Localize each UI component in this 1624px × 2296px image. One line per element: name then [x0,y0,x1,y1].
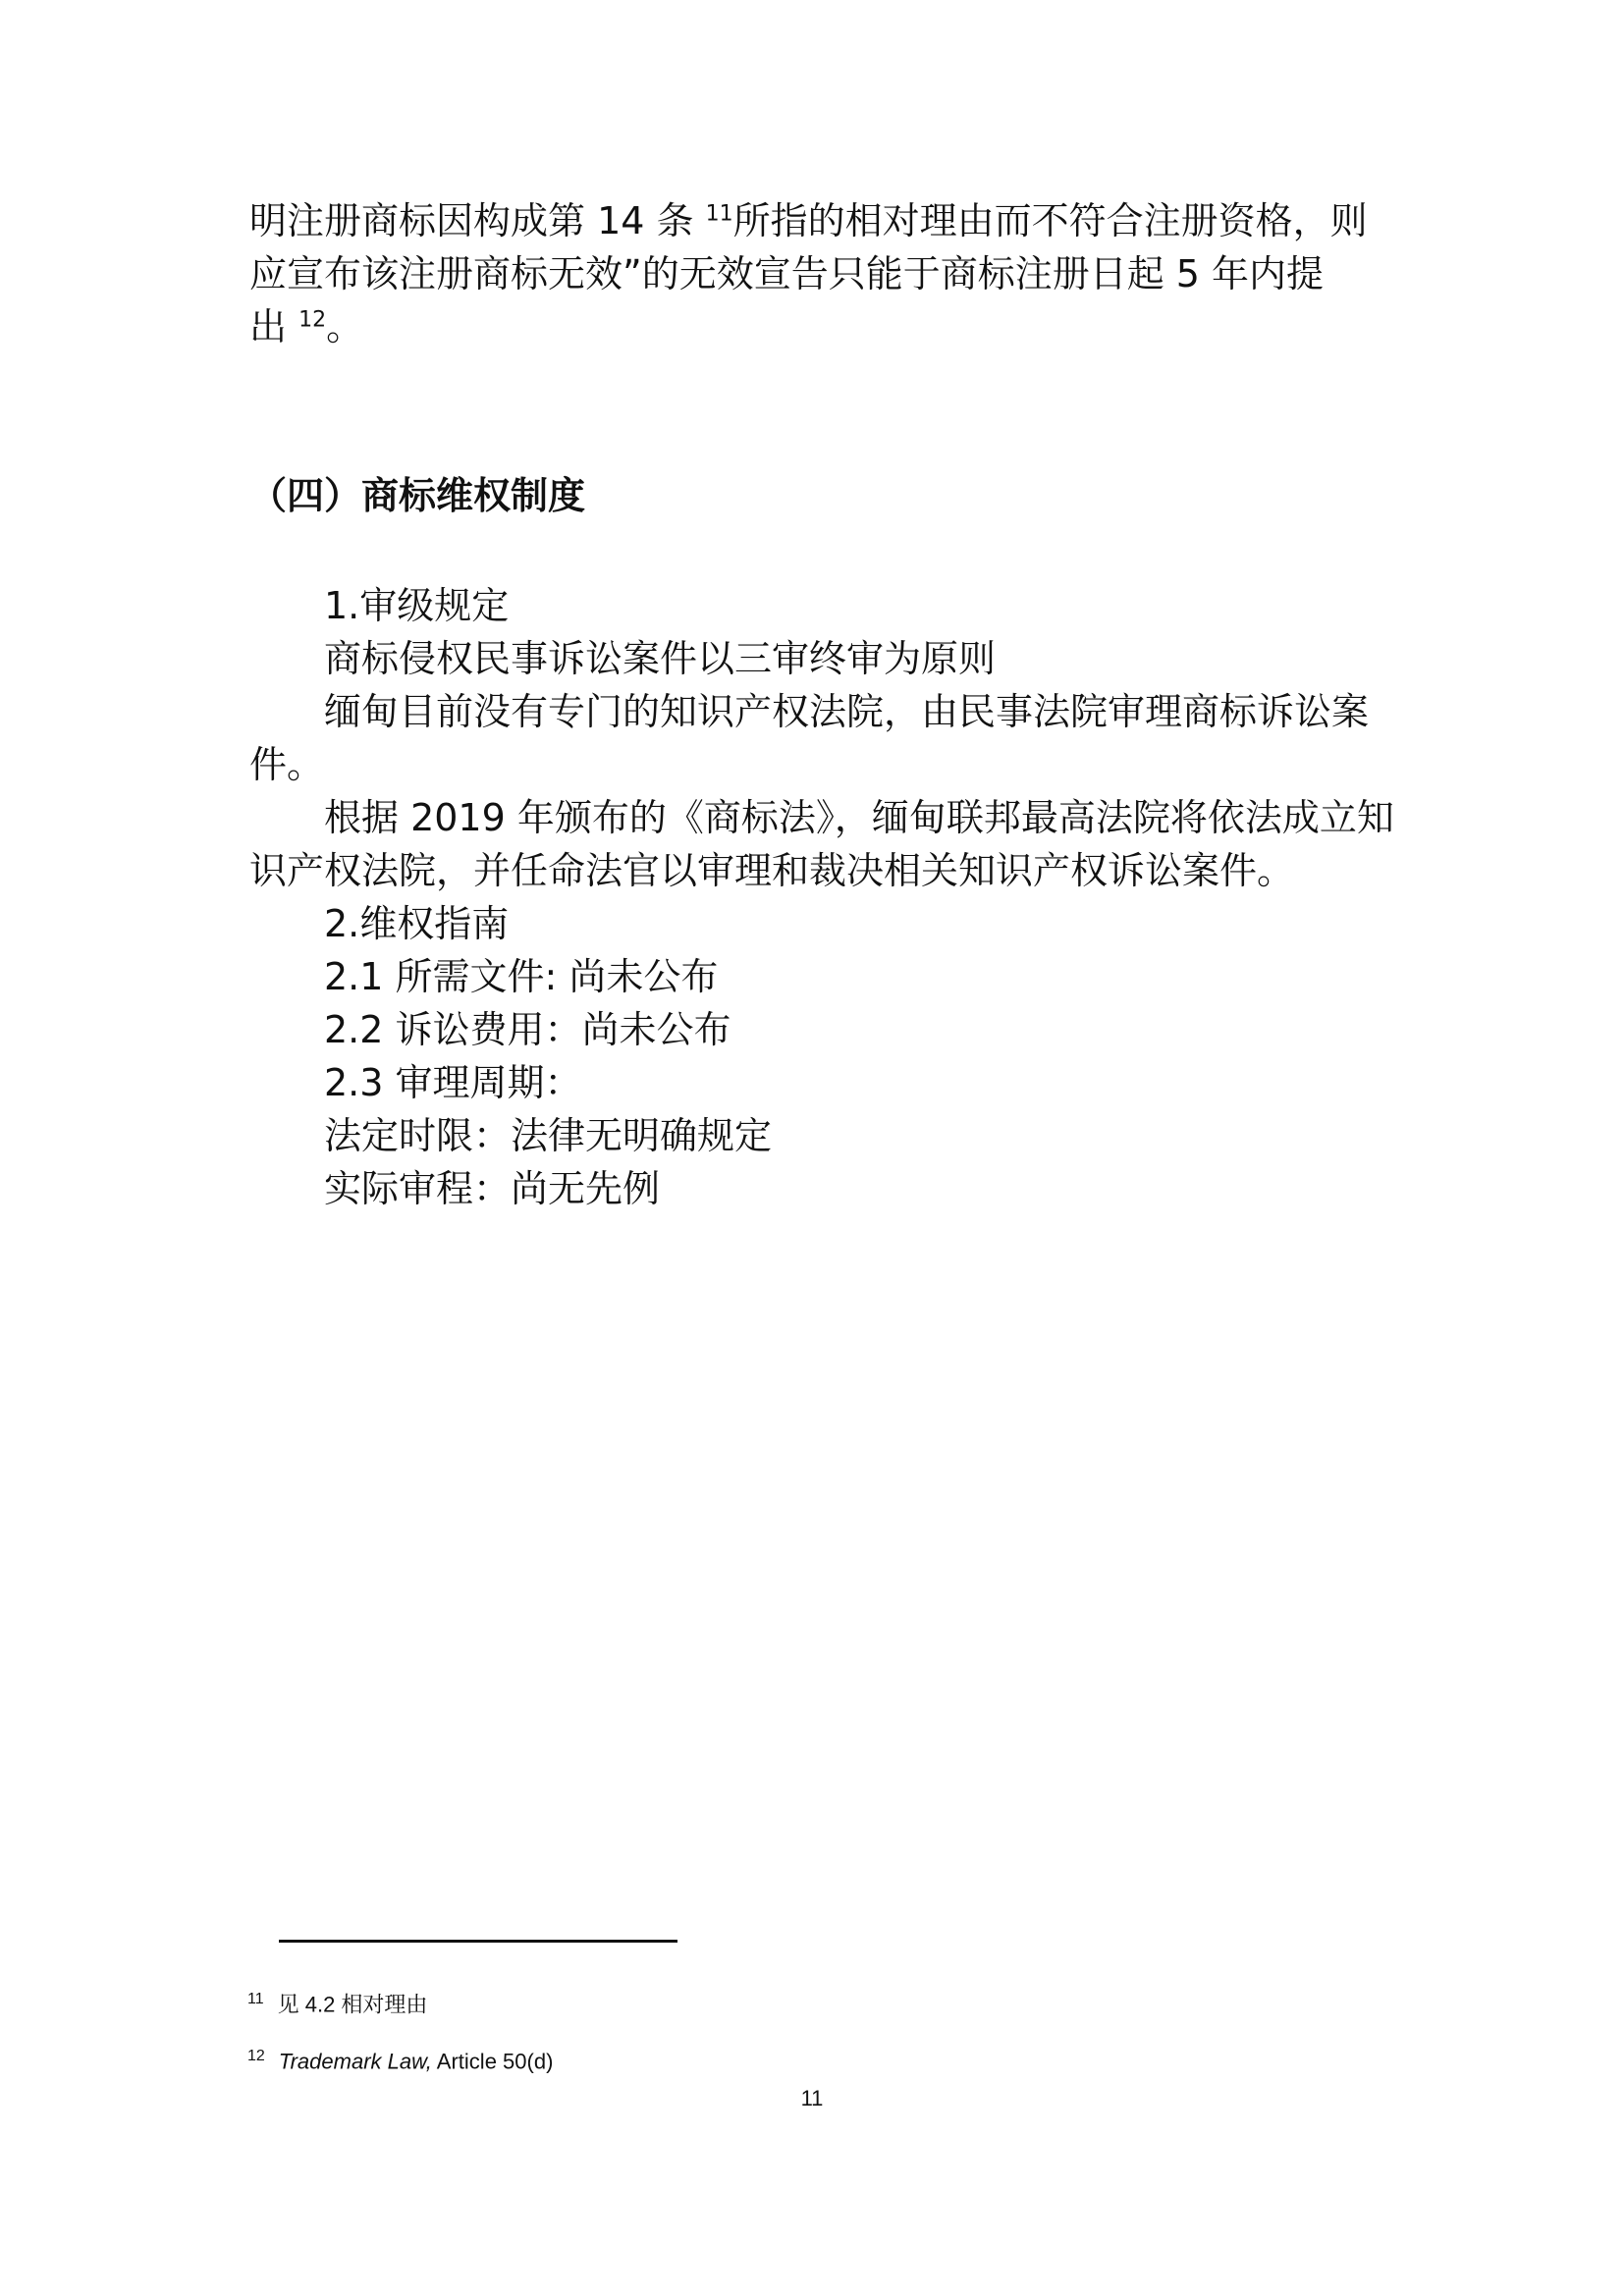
section-heading: （四）商标维权制度 [249,474,586,517]
body-line-2: 商标侵权民事诉讼案件以三审终审为原则 [324,637,997,680]
intro-line-2: 应宣布该注册商标无效”的无效宣告只能于商标注册日起 5 年内提 [249,252,1325,295]
body-line-8: 2.1 所需文件: 尚未公布 [324,955,719,998]
body-line-12: 实际审程：尚无先例 [324,1167,661,1210]
body-line-10: 2.3 审理周期： [324,1061,582,1104]
subheading-trial-levels: 1.审级规定 [324,584,510,627]
footnote-text: 见 4.2 相对理由 [277,1992,428,2017]
subheading-enforcement-guide: 2.维权指南 [324,902,510,945]
body-line-6: 识产权法院，并任命法官以审理和裁决相关知识产权诉讼案件。 [249,849,1295,892]
page-number: 11 [800,2086,824,2110]
footnote-italic-title: Trademark Law, [278,2049,432,2074]
intro-line-3: 出 $^{12}$。 [249,305,364,348]
footnote-12 [247,2042,553,2076]
intro-paragraph [249,194,1388,353]
footnote-text: Article 50(d) [431,2049,554,2074]
footnote-number: 12 [247,2048,265,2064]
footnote-number: 11 [247,1991,264,2007]
intro-line-1: 明注册商标因构成第 14 条 $^{11}$所指的相对理由而不符合注册资格，则 [249,199,1368,242]
body-line-9: 2.2 诉讼费用：尚未公布 [324,1008,731,1051]
body-line-5: 根据 2019 年颁布的《商标法》，缅甸联邦最高法院将依法成立知 [324,796,1394,839]
footnote-ref-12[interactable]: 12 [298,307,327,333]
body-line-3: 缅甸目前没有专门的知识产权法院，由民事法院审理商标诉讼案 [324,690,1370,733]
body-line-11: 法定时限：法律无明确规定 [324,1114,773,1157]
footnote-ref-11[interactable]: 11 [705,201,733,227]
footnote-11 [247,1985,427,2019]
body-paragraphs [249,579,1394,1215]
footnote-separator [279,1940,677,1943]
body-line-4: 件。 [249,743,325,786]
